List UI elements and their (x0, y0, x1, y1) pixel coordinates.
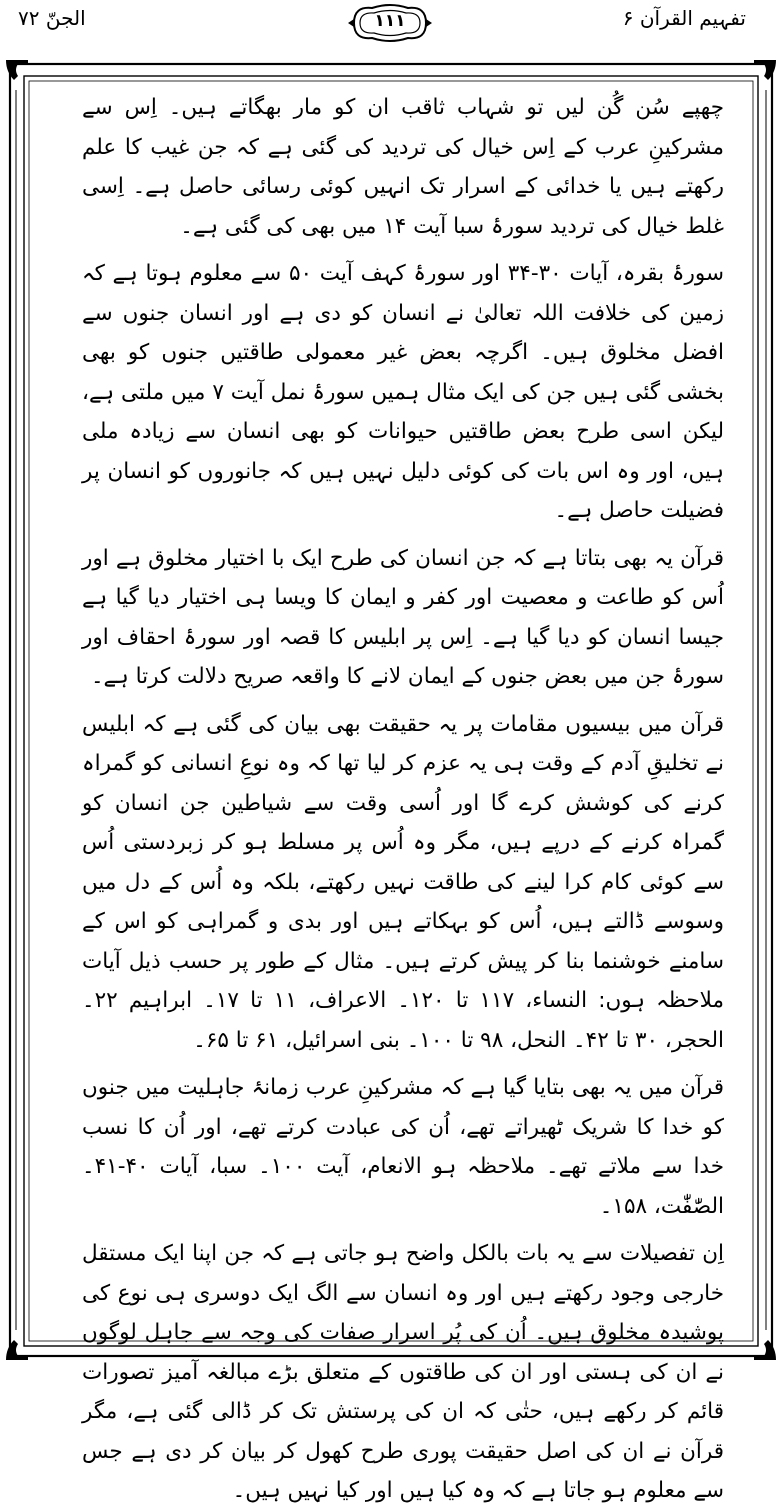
page-number-ornament (346, 2, 434, 44)
page-number: ۱۱۱ (374, 11, 406, 31)
paragraph: چھپے سُن گُن لیں تو شہاب ثاقب ان کو مار بھگاتے ہیں۔ اِس سے مشرکینِ عرب کے اِس خیال کی تردید کی گئی ہے کہ جن غیب کا علم رکھتے ہیں یا خدائی کے اسرار تک انہیں کوئی رسائی حاصل ہے۔ اِسی غلط خیال کی تردید سورۂ سبا آیت ۱۴ میں بھی کی گئی ہے۔ (82, 95, 724, 239)
paragraph: قرآن میں بیسیوں مقامات پر یہ حقیقت بھی بیان کی گئی ہے کہ ابلیس نے تخلیقِ آدم کے وقت ہی یہ عزم کر لیا تھا کہ وہ نوعِ انسانی کو گمراہ کرنے کی کوشش کرے گا اور اُسی وقت سے شیاطین جن انسان کو گمراہ کرنے کے درپے ہیں، مگر وہ اُس پر مسلط ہو کر زبردستی اُس سے کوئی کام کرا لینے کی طاقت نہیں رکھتے، بلکہ وہ اُس کے دل میں وسوسے ڈالتے ہیں، اُس کو بہکاتے ہیں اور بدی و گمراہی کو اس کے سامنے خوشنما بنا کر پیش کرتے ہیں۔ مثال کے طور پر حسب ذیل آیات ملاحظہ ہوں: النساء، ۱۱۷ تا ۱۲۰۔ الاعراف، ۱۱ تا ۱۷۔ ابراہیم ۲۲۔ الحجر، ۳۰ تا ۴۲۔ النحل، ۹۸ تا ۱۰۰۔ بنی اسرائیل، ۶۱ تا ۶۵۔ (82, 711, 724, 1053)
page-header (0, 0, 784, 55)
main-text (82, 88, 725, 1503)
paragraph: سورۂ بقرہ، آیات ۳۰-۳۴ اور سورۂ کہف آیت ۵۰ سے معلوم ہوتا ہے کہ زمین کی خلافت اللہ تعالیٰ نے انسان کو دی ہے اور انسان جنوں سے افضل مخلوق ہیں۔ اگرچہ بعض غیر معمولی طاقتیں جنوں کو بھی بخشی گئی ہیں جن کی ایک مثال ہمیں سورۂ نمل آیت ۷ میں ملتی ہے، لیکن اسی طرح بعض طاقتیں حیوانات کو بھی انسان سے زیادہ ملی ہیں، اور وہ اس بات کی کوئی دلیل نہیں ہیں کہ جانوروں کو انسان پر فضیلت حاصل ہے۔ (82, 261, 724, 523)
book-title: تفہیم القرآن ۶ (622, 6, 746, 30)
surah-label: الجنّ ۷۲ (18, 6, 86, 30)
paragraph: قرآن میں یہ بھی بتایا گیا ہے کہ مشرکینِ عرب زمانۂ جاہلیت میں جنوں کو خدا کا شریک ٹھیراتے تھے، اُن کی عبادت کرتے تھے، اور اُن کا نسب خدا سے ملاتے تھے۔ ملاحظہ ہو الانعام، آیت ۱۰۰۔ سبا، آیات ۴۰-۴۱۔ الصّٰفّٰت، ۱۵۸۔ (82, 1075, 725, 1219)
paragraph: قرآن یہ بھی بتاتا ہے کہ جن انسان کی طرح ایک با اختیار مخلوق ہے اور اُس کو طاعت و معصیت اور کفر و ایمان کا ویسا ہی اختیار دیا گیا ہے جیسا انسان کو دیا گیا ہے۔ اِس پر ابلیس کا قصہ اور سورۂ احقاف اور سورۂ جن میں بعض جنوں کے ایمان لانے کا واقعہ صریح دلالت کرتا ہے۔ (82, 545, 724, 689)
paragraph: اِن تفصیلات سے یہ بات بالکل واضح ہو جاتی ہے کہ جن اپنا ایک مستقل خارجی وجود رکھتے ہیں اور وہ انسان سے الگ ایک دوسری ہی نوع کی پوشیدہ مخلوق ہیں۔ اُن کی پُر اسرار صفات کی وجہ سے جاہل لوگوں نے ان کی ہستی اور ان کی طاقتوں کے متعلق بڑے مبالغہ آمیز تصورات قائم کر رکھے ہیں، حتٰی کہ ان کی پرستش تک کر ڈالی گئی ہے، مگر قرآن نے ان کی اصل حقیقت پوری طرح کھول کر بیان کر دی ہے جس سے معلوم ہو جاتا ہے کہ وہ کیا ہیں اور کیا نہیں ہیں۔ (82, 1241, 724, 1503)
